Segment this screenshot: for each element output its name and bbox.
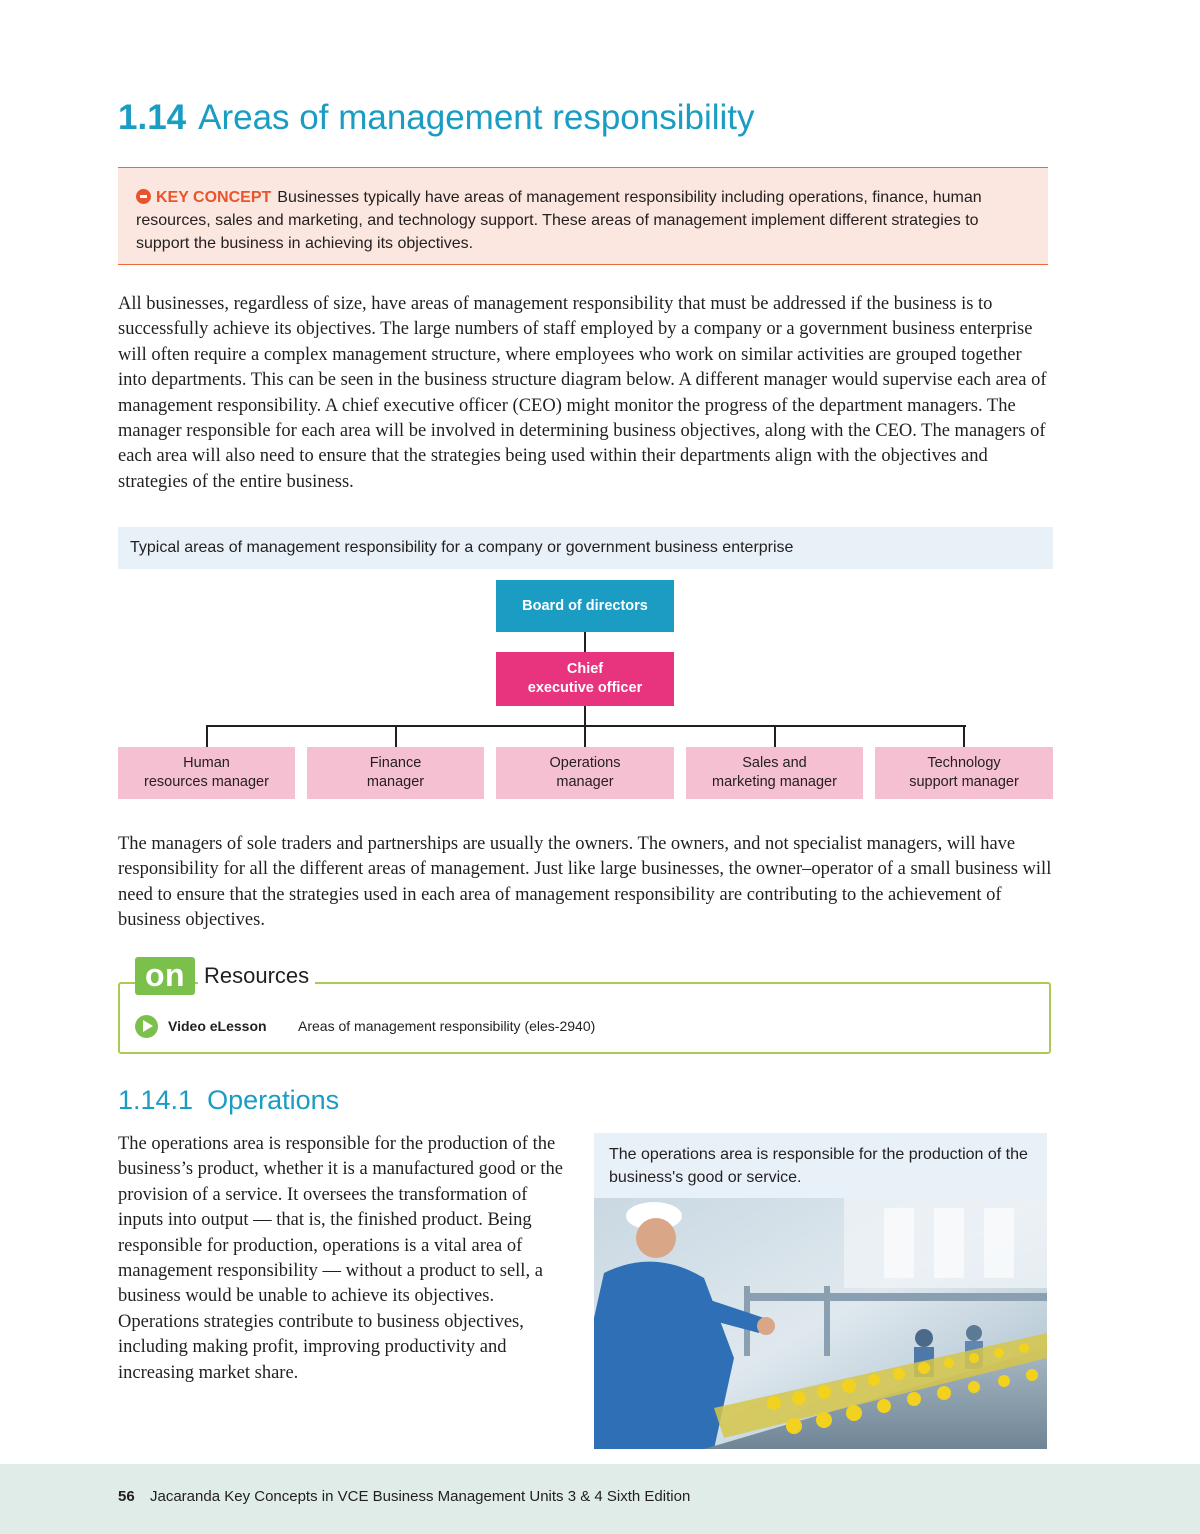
subsection-number: 1.14.1	[118, 1085, 194, 1115]
section-title: Areas of management responsibility	[198, 98, 755, 137]
org-manager-box	[875, 747, 1053, 799]
manager-label-line2: manager	[366, 774, 425, 790]
factory-photo	[594, 1198, 1047, 1449]
section-number: 1.14	[118, 98, 187, 137]
connector-line	[963, 725, 965, 747]
key-concept-icon	[136, 189, 151, 204]
body-paragraph-intro: All businesses, regardless of size, have areas of management responsibility that must be addressed if the business is to successfully achieve its objectives. The large numbers of staff employed by a company or a government business enterprise will often require a complex management structure, where employees who work on similar activities are grouped together into departments. This can be seen in the business structure diagram below. A different manager would supervise each area of management responsibility. A chief executive officer (CEO) might monitor the progress of the department managers. The manager responsible for each area will be involved in determining business objectives, along with the CEO. The managers of each area will also need to ensure that the strategies being used within their departments align with the objectives and strategies of the entire business.	[118, 294, 1047, 492]
org-ceo-box	[496, 652, 674, 706]
body-paragraph-owners: The managers of sole traders and partnerships are usually the owners. The owners, and not specialist managers, will have responsibility for all the different areas of management. Just like large businesses, the owner–operator of a small business will need to ensure that the strategies used in each area of management responsibility are contributing to the achievement of business objectives.	[118, 834, 1052, 931]
resources-label: Resources	[198, 963, 315, 989]
manager-label-line2: manager	[556, 774, 614, 790]
manager-label-line1: Finance	[369, 755, 422, 771]
figure-caption: Typical areas of management responsibility for a company or government business enterprise	[130, 539, 794, 556]
factory-photo-illustration	[594, 1198, 1047, 1449]
manager-label-line2: marketing manager	[712, 774, 837, 790]
org-manager-box	[307, 747, 484, 799]
org-manager-box	[118, 747, 295, 799]
org-ceo-line1: Chief	[566, 661, 604, 677]
photo-caption-box	[594, 1133, 1047, 1198]
manager-label-line1: Operations	[549, 755, 621, 771]
manager-label-line2: support manager	[909, 774, 1019, 790]
subsection-heading	[118, 1085, 339, 1116]
resource-link[interactable]: Areas of management responsibility (eles-2940)	[298, 1018, 596, 1034]
body-paragraph-operations: The operations area is responsible for the production of the business’s product, whether it is a manufactured good or the provision of a service. It oversees the transformation of inputs into output — that is, the finished product. Being responsible for production, operations is a vital area of management responsibility — without a product to sell, a business would be unable to achieve its objectives. Operations strategies contribute to business objectives, including making profit, improving productivity and increasing market share.	[118, 1134, 563, 1383]
on-badge: on	[135, 957, 195, 995]
org-manager-box	[686, 747, 863, 799]
manager-label-line1: Sales and	[742, 755, 807, 771]
resource-type[interactable]: Video eLesson	[168, 1018, 267, 1034]
subsection-title: Operations	[207, 1085, 340, 1115]
manager-label-line1: Human	[183, 755, 230, 771]
manager-label-line1: Technology	[927, 755, 1001, 771]
photo-caption: The operations area is responsible for the production of the business's good or service.	[609, 1146, 1028, 1186]
org-board-box	[496, 580, 674, 632]
connector-line	[774, 725, 776, 747]
page-title	[118, 98, 755, 138]
play-icon[interactable]	[135, 1015, 158, 1038]
footer-book-title: Jacaranda Key Concepts in VCE Business Management Units 3 & 4 Sixth Edition	[150, 1488, 691, 1505]
figure-caption-box	[118, 527, 1053, 569]
connector-line	[395, 725, 397, 747]
connector-line	[584, 706, 586, 726]
manager-label-line2: resources manager	[144, 774, 269, 790]
connector-line	[584, 632, 586, 652]
connector-line	[206, 725, 208, 747]
connector-line	[584, 725, 586, 747]
org-ceo-line2: executive officer	[527, 680, 643, 696]
page-footer	[0, 1464, 1200, 1534]
org-manager-box	[496, 747, 674, 799]
page-number: 56	[118, 1488, 135, 1505]
org-board-label: Board of directors	[522, 597, 648, 614]
key-concept-box	[118, 167, 1048, 265]
key-concept-label: KEY CONCEPT	[156, 189, 272, 206]
key-concept-text: Businesses typically have areas of management responsibility including operations, finance, human resources, sales and marketing, and technology support. These areas of management implement different strategies to support the business in achieving its objectives.	[136, 189, 982, 252]
connector-line-horizontal	[206, 725, 966, 727]
